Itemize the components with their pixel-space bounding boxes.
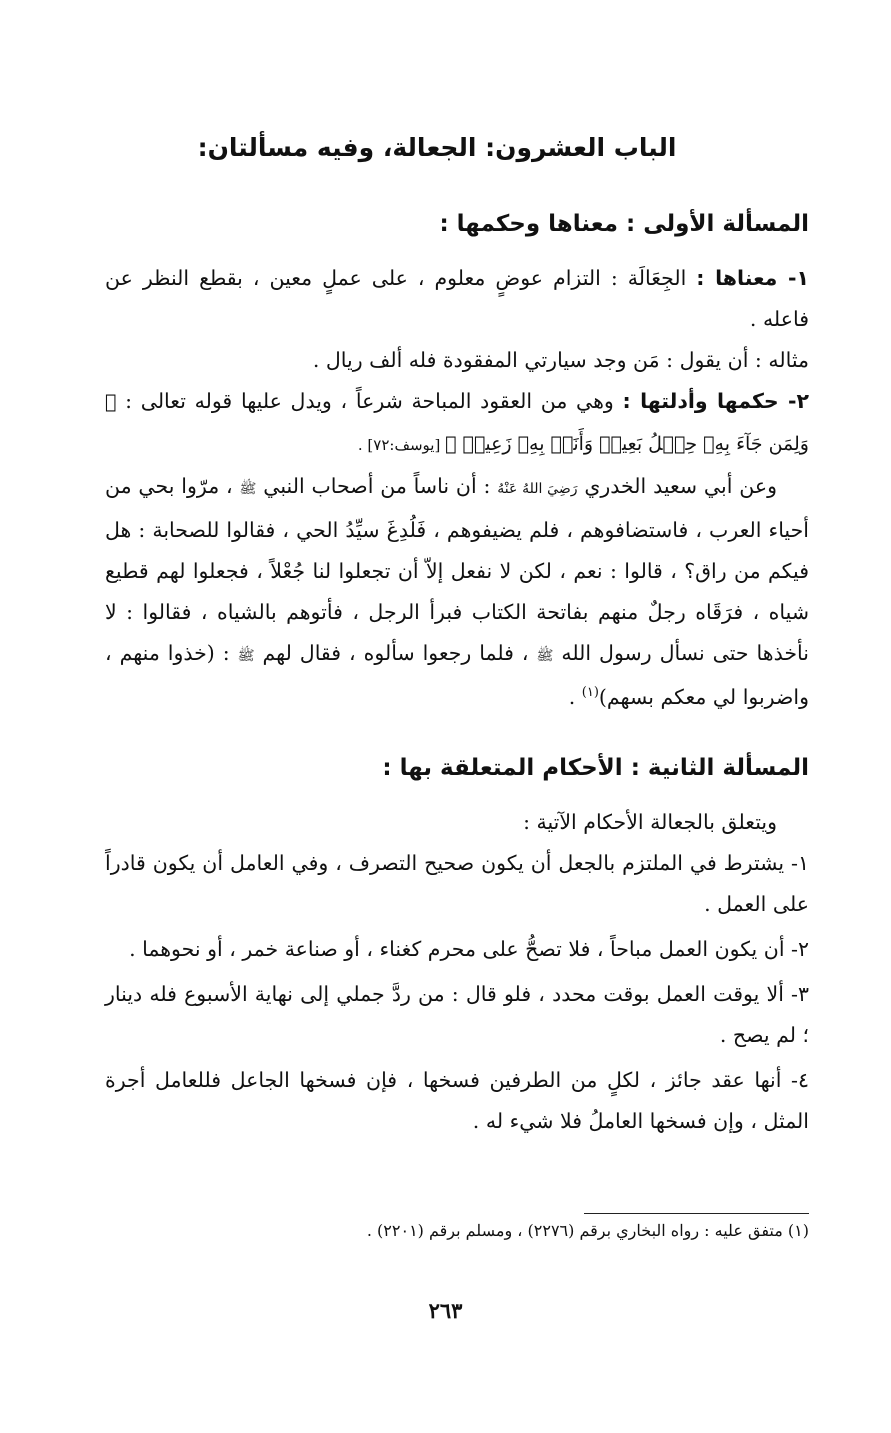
page-content bbox=[105, 128, 809, 1142]
hadith-part-a: وعن أبي سعيد الخدري bbox=[577, 474, 777, 498]
hadith-part-c: ، مرّوا بحي من أحياء العرب ، فاستضافوهم ، فلم يضيفوهم ، فَلُدِغَ سيِّدُ الحي ، فقالوا للصحابة : هل فيكم من راق؟ ، قالوا : نعم ، لكن لا نفعل إلاّ أن تجعلوا لنا جُعْلاً ، فجعلوا لهم قطيع شياه ، فرَقَاه رجلٌ منهم بفاتحة الكتاب فبرأ الرجل ، فأتوهم بالشياه ، فقالوا : لا نأخذها حتى نسأل رسول الله bbox=[105, 474, 809, 665]
honorific-salla-1: ﷺ bbox=[239, 481, 257, 497]
section1-paragraph-example: مثاله : أن يقول : مَن وجد سيارتي المفقودة فله ألف ريال . bbox=[312, 348, 809, 372]
section2-title: المسألة الثانية : الأحكام المتعلقة بها : bbox=[382, 755, 809, 781]
section2-item-2: ٢- أن يكون العمل مباحاً ، فلا تصحُّ على محرم كغناء ، أو صناعة خمر ، أو نحوهما . bbox=[129, 937, 809, 961]
section1-title: المسألة الأولى : معناها وحكمها : bbox=[439, 211, 809, 237]
section2-item-1: ١- يشترط في الملتزم بالجعل أن يكون صحيح التصرف ، وفي العامل أن يكون قادراً على العمل . bbox=[105, 851, 809, 916]
verse-reference: [يوسف:٧٢] . bbox=[357, 436, 446, 454]
section-spacer bbox=[105, 718, 809, 748]
section2-item-3: ٣- ألا يوقت العمل بوقت محدد ، فلو قال : من ردَّ جملي إلى نهاية الأسبوع فله دينار ؛ لم يصح . bbox=[105, 982, 809, 1047]
hadith-part-e: : (خذوا منهم ، واضربوا لي معكم بسهم) bbox=[105, 641, 809, 709]
footnote-reference[interactable]: (١) bbox=[581, 685, 599, 701]
hadith-end: . bbox=[568, 685, 582, 709]
ruling-text: وهي من العقود المباحة شرعاً ، ويدل عليها قوله تعالى : bbox=[116, 389, 623, 413]
page-number: ٢٦٣ bbox=[428, 1298, 463, 1323]
honorific-salla-3: ﷺ bbox=[237, 648, 255, 664]
quran-verse: ﴿ وَلِمَن جَآءَ بِهِۦ حِمۡلُ بَعِيرٖ وَأَنَا۠ بِهِۦ زَعِيمٞ ﴾ bbox=[105, 391, 809, 455]
honorific-radiallah: رَضِيَ اللهُ عَنْهُ bbox=[497, 481, 578, 497]
honorific-salla-2: ﷺ bbox=[536, 648, 554, 664]
footnote-divider bbox=[584, 1213, 809, 1214]
section1-paragraph-ruling bbox=[105, 381, 809, 466]
section2-intro: ويتعلق بالجعالة الأحكام الآتية : bbox=[523, 810, 777, 834]
ruling-lead: ٢- حكمها وأدلتها : bbox=[622, 389, 810, 413]
section1-paragraph-hadith bbox=[105, 466, 809, 718]
section2-item-4: ٤- أنها عقد جائز ، لكلٍ من الطرفين فسخها ، فإن فسخها الجاعل فللعامل أجرة المثل ، وإن فسخها العاملُ فلا شيء له . bbox=[105, 1068, 809, 1133]
footnote: (١) متفق عليه : رواه البخاري برقم (٢٢٧٦) ، ومسلم برقم (٢٢٠١) . bbox=[366, 1221, 809, 1240]
hadith-part-b: : أن ناساً من أصحاب النبي bbox=[256, 474, 498, 498]
meaning-lead: ١- معناها : bbox=[696, 266, 809, 290]
meaning-text: الجِعَالَة : التزام عوضٍ معلوم ، على عملٍ معين ، بقطع النظر عن فاعله . bbox=[105, 266, 809, 331]
section1-paragraph-meaning bbox=[105, 258, 809, 340]
chapter-title: الباب العشرون: الجعالة، وفيه مسألتان: bbox=[197, 133, 677, 162]
hadith-part-d: ، فلما رجعوا سألوه ، فقال لهم bbox=[254, 641, 537, 665]
